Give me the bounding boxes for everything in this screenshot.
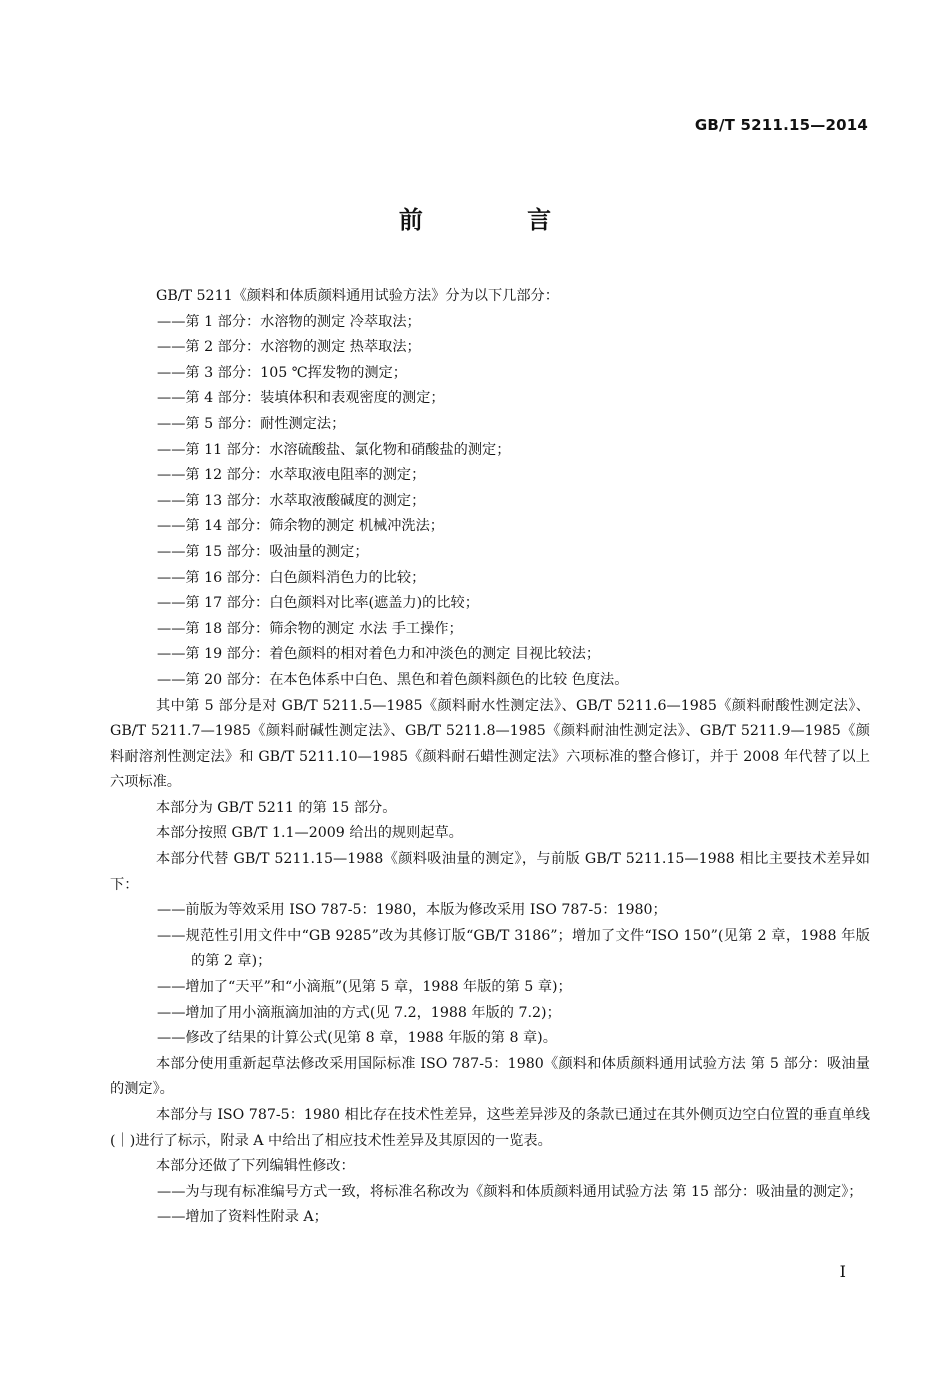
list-item: ——第 17 部分：白色颜料对比率(遮盖力)的比较；	[157, 595, 479, 612]
iso-paragraph: 本部分使用重新起草法修改采用国际标准 ISO 787-5：1980《颜料和体质颜料通用试验方法 第 5 部分：吸油量的测定》。	[110, 1055, 870, 1098]
edits-list	[110, 1180, 870, 1231]
list-item: ——第 19 部分：着色颜料的相对着色力和冲淡色的测定 目视比较法；	[157, 646, 601, 663]
page-title: 前 言	[398, 206, 600, 234]
list-item: ——第 3 部分：105 ℃挥发物的测定；	[157, 364, 407, 381]
changes-list	[110, 898, 870, 1052]
list-item: ——增加了用小滴瓶滴加油的方式(见 7.2，1988 年版的 7.2)；	[157, 1004, 561, 1021]
standard-id: GB/T 5211.15—2014	[694, 116, 868, 134]
list-item: ——增加了“天平”和“小滴瓶”(见第 5 章，1988 年版的第 5 章)；	[157, 979, 572, 996]
list-item: ——第 4 部分：装填体积和表观密度的测定；	[157, 390, 445, 407]
list-item: ——第 5 部分：耐性测定法；	[157, 415, 346, 432]
intro-paragraph: GB/T 5211《颜料和体质颜料通用试验方法》分为以下几部分：	[156, 288, 559, 304]
list-item: ——第 1 部分：水溶物的测定 冷萃取法；	[157, 313, 421, 330]
list-item: ——修改了结果的计算公式(见第 8 章，1988 年版的第 8 章)。	[157, 1030, 557, 1047]
list-item: ——前版为等效采用 ISO 787-5：1980，本版为修改采用 ISO 787-5：1980；	[157, 902, 667, 919]
list-item: ——规范性引用文件中“GB 9285”改为其修订版“GB/T 3186”；增加了文件“ISO 150”(见第 2 章，1988 年版的第 2 章)；	[157, 927, 870, 970]
list-item: ——第 16 部分：白色颜料消色力的比较；	[157, 569, 426, 586]
list-item: ——第 11 部分：水溶硫酸盐、氯化物和硝酸盐的测定；	[157, 441, 511, 458]
list-item: ——第 2 部分：水溶物的测定 热萃取法；	[157, 339, 421, 356]
part15-paragraph: 本部分为 GB/T 5211 的第 15 部分。	[156, 799, 397, 816]
list-item: ——第 13 部分：水萃取液酸碱度的测定；	[157, 492, 426, 509]
list-item: ——第 20 部分：在本色体系中白色、黑色和着色颜料颜色的比较 色度法。	[157, 671, 629, 688]
list-item: ——第 18 部分：筛余物的测定 水法 手工操作；	[157, 620, 463, 637]
list-item: ——增加了资料性附录 A；	[157, 1209, 328, 1226]
rules-paragraph: 本部分按照 GB/T 1.1—2009 给出的规则起草。	[156, 825, 463, 842]
replace-paragraph: 本部分代替 GB/T 5211.15—1988《颜料吸油量的测定》，与前版 GB/T 5211.15—1988 相比主要技术差异如下：	[110, 851, 870, 893]
list-item: ——第 15 部分：吸油量的测定；	[157, 543, 369, 560]
part5-paragraph: 其中第 5 部分是对 GB/T 5211.5—1985《颜料耐水性测定法》、GB/T 5211.6—1985《颜料耐酸性测定法》、GB/T 5211.7—1985《颜料耐碱性测定法》、GB/T 5211.8—1985《颜料耐油性测定法》、GB/T 5211.9—1985《颜料耐溶剂性测定法》和 GB/T 5211.10—1985《颜料耐石蜡性测定法》六项标准的整合修订，并于 2008 年代替了以上六项标准。	[110, 697, 870, 791]
parts-list	[110, 310, 870, 694]
list-item: ——第 12 部分：水萃取液电阻率的测定；	[157, 467, 426, 484]
page-number: I	[839, 1262, 846, 1281]
list-item: ——为与现有标准编号方式一致，将标准名称改为《颜料和体质颜料通用试验方法 第 15 部分：吸油量的测定》；	[157, 1183, 863, 1200]
difference-paragraph: 本部分与 ISO 787-5：1980 相比存在技术性差异，这些差异涉及的条款已通过在其外侧页边空白位置的垂直单线(｜)进行了标示，附录 A 中给出了相应技术性差异及其原因的一览表。	[110, 1107, 870, 1149]
edit-paragraph: 本部分还做了下列编辑性修改：	[156, 1158, 355, 1175]
document-body	[110, 284, 870, 1231]
list-item: ——第 14 部分：筛余物的测定 机械冲洗法；	[157, 518, 444, 535]
